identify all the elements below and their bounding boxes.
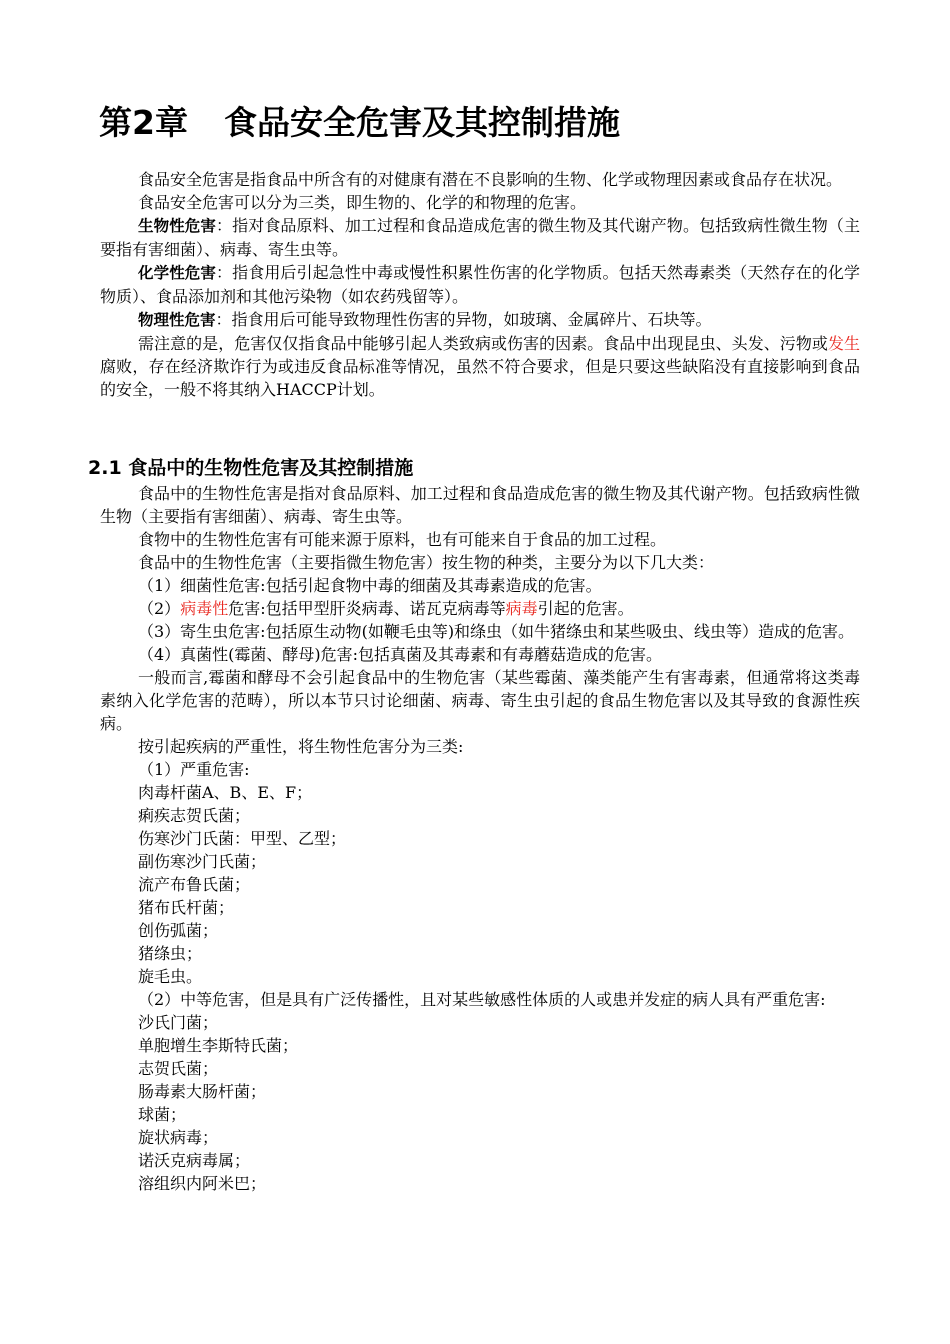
note-highlight: 发生 [827, 334, 860, 353]
list-item: 诺沃克病毒属； [138, 1151, 251, 1170]
biological-hazard-label: 生物性危害 [138, 217, 217, 235]
list-item: 球菌； [138, 1105, 187, 1124]
list-item: 猪布氏杆菌； [138, 898, 235, 917]
class-viral-text-end: 引起的危害。 [537, 599, 634, 618]
list-item: 肉毒杆菌A、B、E、F； [138, 783, 313, 802]
list-item: 流产布鲁氏菌； [138, 875, 251, 894]
class-fungal: （4）真菌性(霉菌、酵母)危害:包括真菌及其毒素和有毒蘑菇造成的危害。 [138, 645, 663, 664]
severe-list [100, 781, 860, 988]
class-bacterial: （1）细菌性危害:包括引起食物中毒的细菌及其毒素造成的危害。 [138, 576, 602, 595]
section-paragraph-definition: 食品中的生物性危害是指对食品原料、加工过程和食品造成危害的微生物及其代谢产物。包括致病性微生物（主要指有害细菌）、病毒、寄生虫等。 [100, 484, 860, 526]
list-item: 单胞增生李斯特氏菌； [138, 1036, 299, 1055]
list-item: 猪绦虫； [138, 944, 203, 963]
chapter-heading: 食品安全危害及其控制措施 [223, 103, 620, 142]
class-viral-number: （2） [138, 599, 181, 618]
section-paragraph-severity: 按引起疾病的严重性，将生物性危害分为三类: [138, 737, 464, 756]
list-item: 副伤寒沙门氏菌； [138, 852, 267, 871]
section-body [100, 482, 860, 1195]
section-paragraph-source: 食物中的生物性危害有可能来源于原料，也有可能来自于食品的加工过程。 [138, 530, 667, 549]
severe-heading: （1）严重危害: [138, 760, 250, 779]
list-item: 创伤弧菌； [138, 921, 219, 940]
list-item: 志贺氏菌； [138, 1059, 219, 1078]
note-text-a: 需注意的是，危害仅仅指食品中能够引起人类致病或伤害的因素。食品中出现昆虫、头发、污物或 [138, 334, 828, 353]
chapter-number: 第2章 [99, 103, 188, 142]
physical-hazard-label: 物理性危害 [138, 311, 216, 329]
list-item: 肠毒素大肠杆菌； [138, 1082, 267, 1101]
class-viral-highlight-2: 病毒 [505, 599, 538, 618]
list-item: 痢疾志贺氏菌； [138, 806, 251, 825]
moderate-list [100, 1011, 860, 1195]
physical-hazard-text: ：指食用后可能导致物理性伤害的异物，如玻璃、金属碎片、石块等。 [215, 310, 712, 329]
intro-paragraph-physical [100, 308, 860, 332]
note-text-b: 腐败，存在经济欺诈行为或违反食品标准等情况，虽然不符合要求，但是只要这些缺陷没有直接影响到食品的安全，一般不将其纳入HACCP计划。 [100, 357, 860, 399]
intro-block [100, 168, 860, 401]
chapter-title [99, 100, 620, 146]
class-viral-text: 危害:包括甲型肝炎病毒、诺瓦克病毒等 [228, 599, 506, 618]
list-item: 溶组织内阿米巴； [138, 1174, 267, 1193]
list-item: 伤寒沙门氏菌：甲型、乙型； [138, 829, 347, 848]
intro-paragraph-categories: 食品安全危害可以分为三类，即生物的、化学的和物理的危害。 [138, 193, 587, 212]
intro-paragraph-chemical [100, 261, 860, 308]
section-paragraph-scope: 一般而言,霉菌和酵母不会引起食品中的生物危害（某些霉菌、藻类能产生有害毒素，但通常将这类毒素纳入化学危害的范畴），所以本节只讨论细菌、病毒、寄生虫引起的食品生物危害以及其导致的食源性疾病。 [100, 668, 860, 733]
moderate-heading: （2）中等危害，但是具有广泛传播性，且对某些敏感性体质的人或患并发症的病人具有严重危害: [138, 990, 826, 1009]
list-item: 旋状病毒； [138, 1128, 219, 1147]
list-item: 沙氏门菌； [138, 1013, 219, 1032]
biological-hazard-text: ：指对食品原料、加工过程和食品造成危害的微生物及其代谢产物。包括致病性微生物（主要指有害细菌）、病毒、寄生虫等。 [100, 216, 860, 259]
chemical-hazard-text: ：指食用后引起急性中毒或慢性积累性伤害的化学物质。包括天然毒素类（天然存在的化学物质）、食品添加剂和其他污染物（如农药残留等）。 [100, 263, 860, 306]
intro-paragraph-definition: 食品安全危害是指食品中所含有的对健康有潜在不良影响的生物、化学或物理因素或食品存在状况。 [138, 170, 843, 189]
section-title: 2.1 食品中的生物性危害及其控制措施 [88, 457, 414, 479]
section-paragraph-classes: 食品中的生物性危害（主要指微生物危害）按生物的种类，主要分为以下几大类： [138, 553, 715, 572]
chemical-hazard-label: 化学性危害 [138, 264, 217, 282]
list-item: 旋毛虫。 [138, 967, 203, 986]
class-viral [100, 597, 860, 620]
class-parasite: （3）寄生虫危害:包括原生动物(如鞭毛虫等)和绦虫（如牛猪绦虫和某些吸虫、线虫等）造成的危害。 [138, 622, 855, 641]
intro-paragraph-biological [100, 214, 860, 261]
class-viral-highlight: 病毒性 [180, 599, 229, 618]
intro-paragraph-note [100, 332, 860, 401]
